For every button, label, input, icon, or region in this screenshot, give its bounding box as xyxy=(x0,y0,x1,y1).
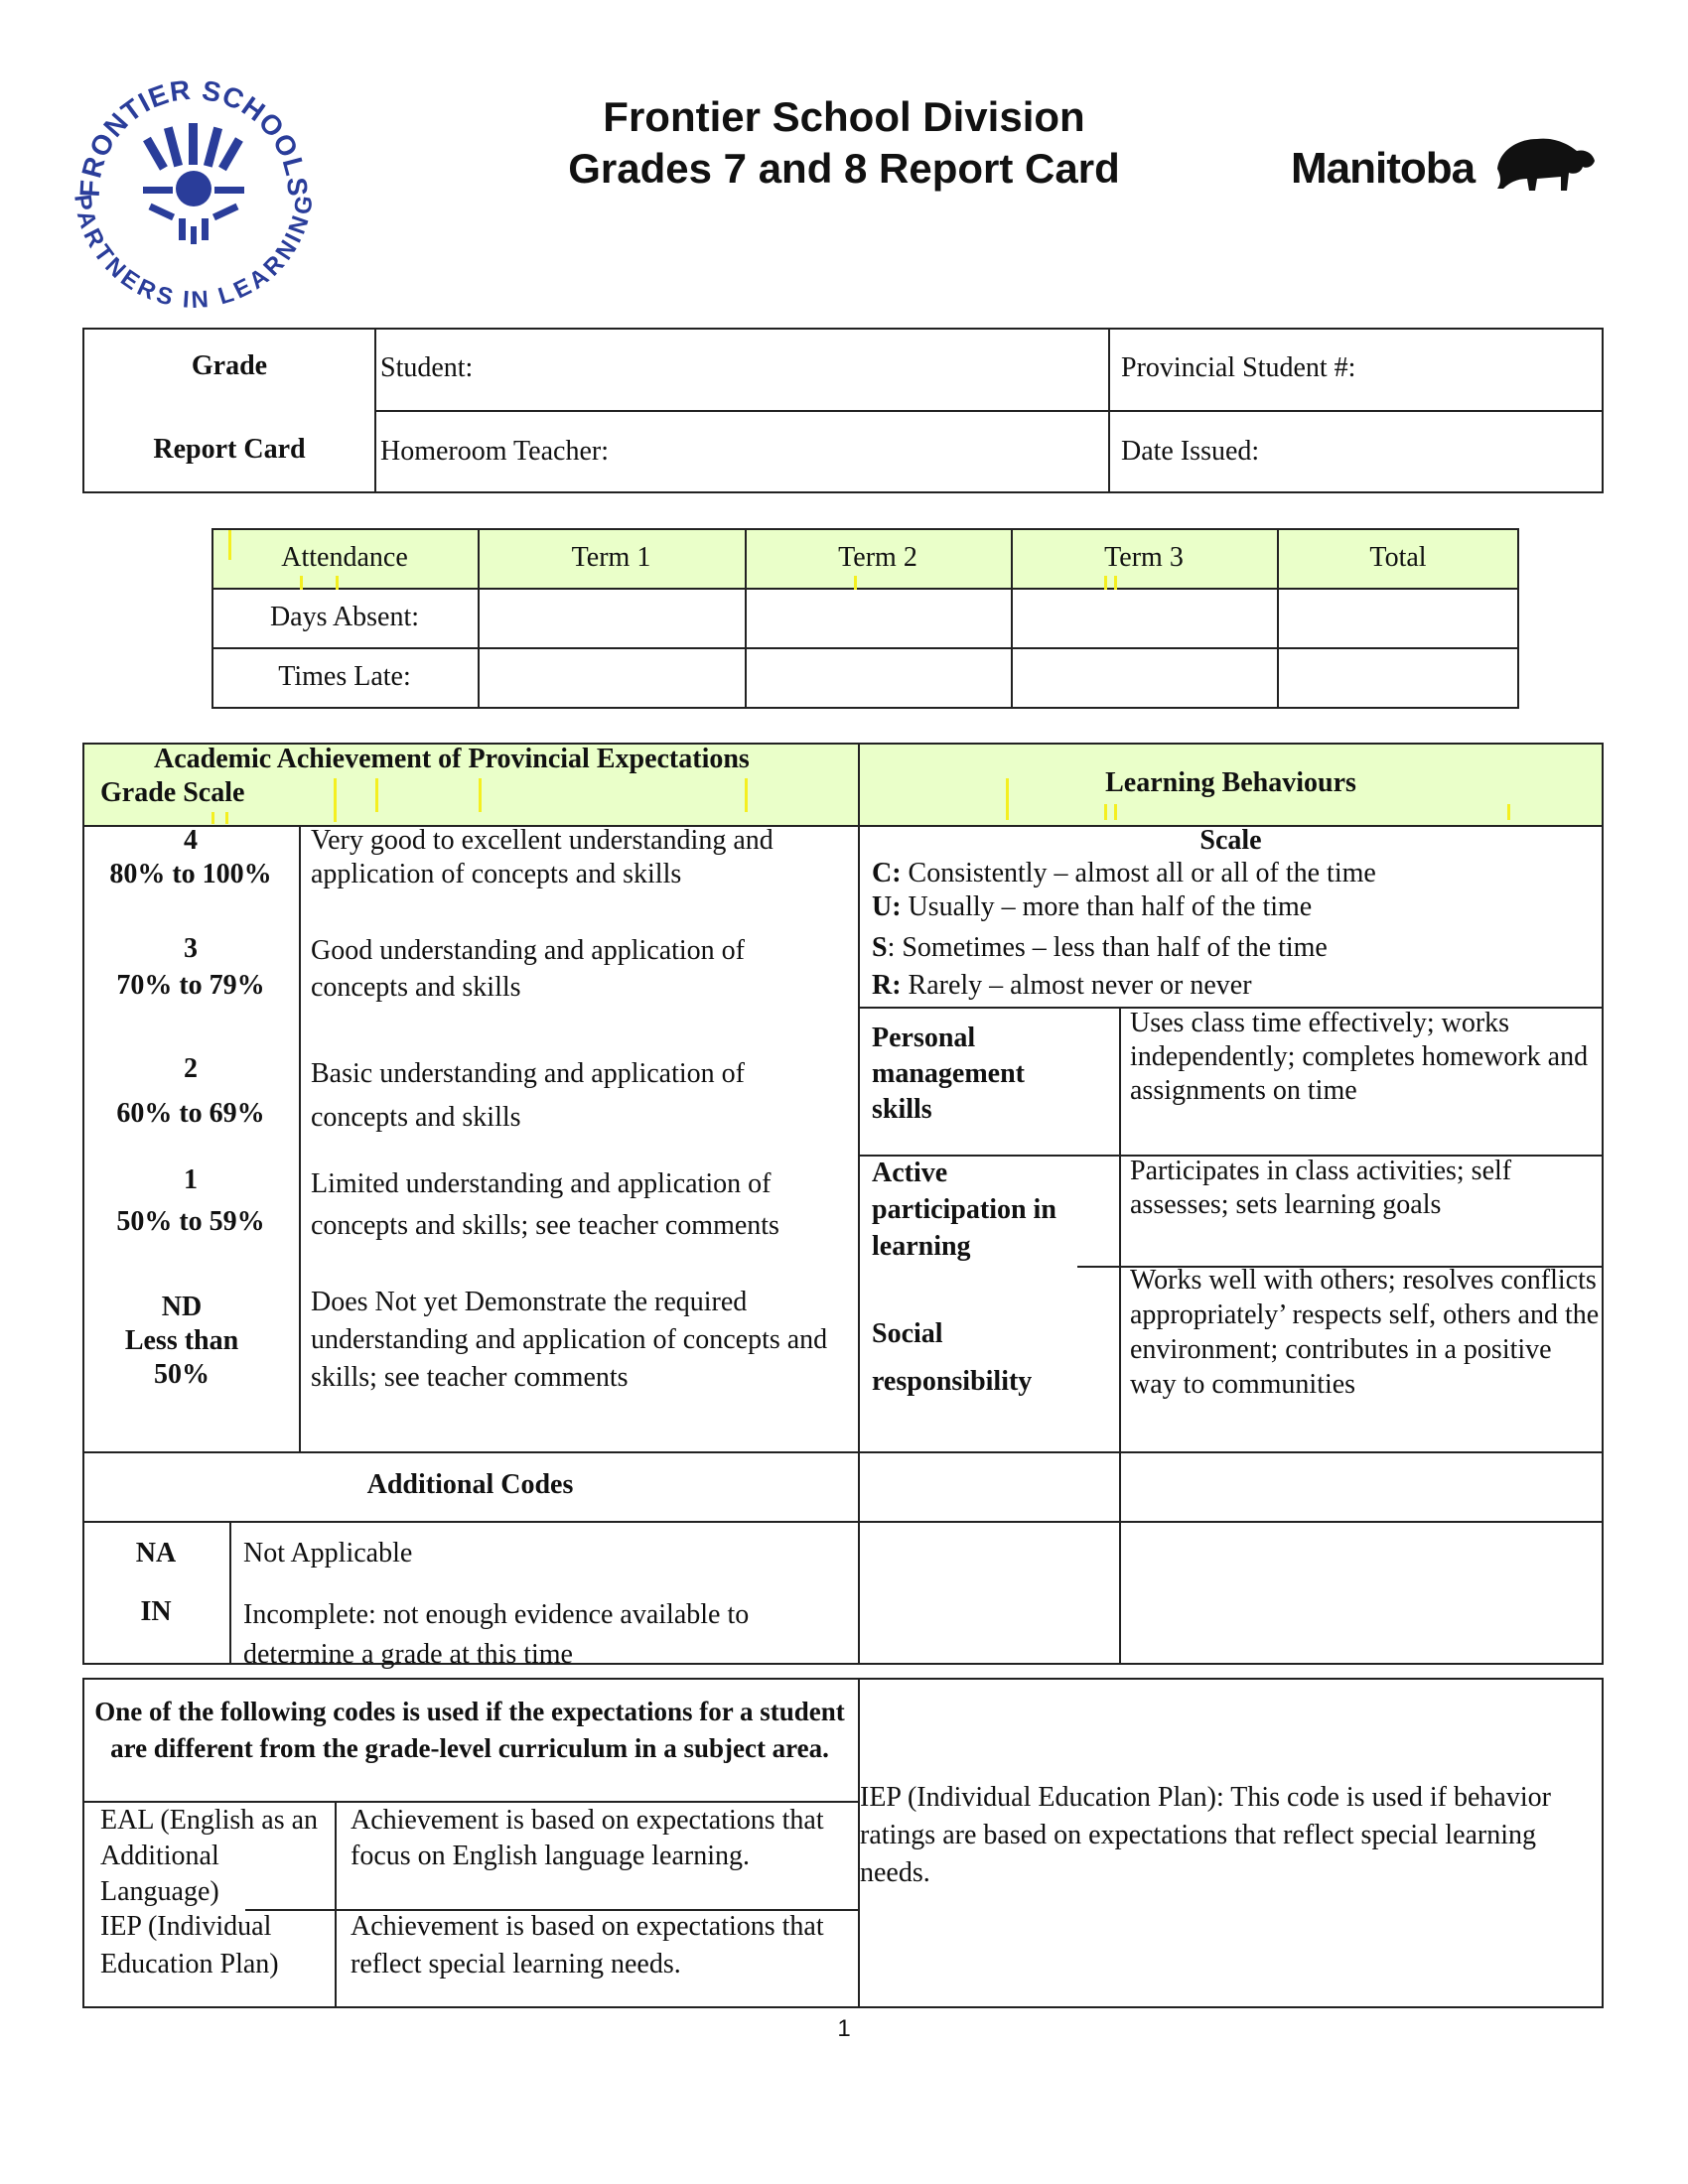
scale-item-r: R: Rarely – almost never or never xyxy=(872,970,1252,1001)
term3-header: Term 3 xyxy=(1104,542,1184,573)
highlight-mark xyxy=(479,778,482,812)
times-late-term2-cell[interactable] xyxy=(747,649,1009,707)
term2-header: Term 2 xyxy=(838,542,917,573)
behaviour-rating-cell[interactable] xyxy=(861,1523,1117,1663)
grade-4-range: 80% to 100% xyxy=(109,859,272,889)
iep-behaviour-note: IEP (Individual Education Plan): This code is used if behavior ratings are based on expectations that reflect special learning needs. xyxy=(860,1782,1551,1888)
special-codes-col-line xyxy=(335,1801,337,2008)
behaviour-scale-title: Scale xyxy=(1199,825,1262,856)
grade-3-desc: Good understanding and application of concepts and skills xyxy=(311,935,746,1003)
grade-1-desc: Limited understanding and application of concepts and skills; see teacher comments xyxy=(311,1168,779,1241)
report-card-label-line2: Report Card xyxy=(153,434,306,465)
grade-nd-number: ND xyxy=(161,1292,203,1322)
page-title xyxy=(437,91,1251,195)
grade-4-code xyxy=(82,824,299,891)
grade-label-line1: Grade xyxy=(191,350,268,381)
personal-management-desc: Uses class time effectively; works independently; completes homework and assignments on time xyxy=(1130,1008,1589,1106)
homeroom-teacher-label: Homeroom Teacher: xyxy=(380,436,609,467)
manitoba-wordmark: Manitoba xyxy=(1291,144,1476,193)
report-card-label xyxy=(84,433,374,467)
highlight-mark xyxy=(228,530,231,560)
student-label: Student: xyxy=(380,352,474,383)
days-absent-term2-cell[interactable] xyxy=(747,590,1009,645)
na-code: NA xyxy=(135,1538,177,1569)
na-desc: Not Applicable xyxy=(243,1538,413,1569)
learning-behaviours-header: Learning Behaviours xyxy=(1105,767,1356,798)
grade-col-line xyxy=(299,825,301,1451)
grade-nd-code xyxy=(122,1291,241,1392)
attendance-header: Attendance xyxy=(281,542,408,573)
frontier-logo xyxy=(70,60,318,308)
grade-4-desc: Very good to excellent understanding and application of concepts and skills xyxy=(311,825,774,889)
page-number: 1 xyxy=(837,2015,851,2042)
highlight-mark xyxy=(854,576,857,590)
in-code: IN xyxy=(140,1596,172,1627)
highlight-mark xyxy=(300,576,303,590)
date-issued-label: Date Issued: xyxy=(1121,436,1260,467)
active-participation-label: Active participation in learning xyxy=(872,1158,1056,1262)
scale-item-s: S: Sometimes – less than half of the time xyxy=(872,932,1328,963)
student-field[interactable] xyxy=(380,351,1095,385)
scale-item-u: U: Usually – more than half of the time xyxy=(872,891,1313,922)
personal-management-label: Personal management skills xyxy=(872,1023,1025,1125)
grade-nd-range: Less than 50% xyxy=(124,1325,239,1390)
times-late-term3-cell[interactable] xyxy=(1013,649,1275,707)
social-responsibility-desc: Works well with others; resolves conflicts appropriately’ respects self, others and the environment; contributes in a positive way to communities xyxy=(1130,1265,1600,1400)
grade-3-range: 70% to 79% xyxy=(116,970,265,1001)
highlight-mark xyxy=(211,812,214,824)
achievement-header xyxy=(100,743,855,810)
highlight-mark xyxy=(1006,778,1009,820)
highlight-mark xyxy=(1507,804,1510,820)
grade-2-code xyxy=(82,1052,299,1131)
times-late-label: Times Late: xyxy=(278,661,411,692)
days-absent-total-cell[interactable] xyxy=(1279,590,1517,645)
active-participation-desc: Participates in class activities; self assesses; sets learning goals xyxy=(1130,1156,1512,1220)
term1-header: Term 1 xyxy=(571,542,651,573)
scale-item-c: C: Consistently – almost all or all of the time xyxy=(872,858,1376,888)
eal-label: EAL (English as an Additional Language) xyxy=(100,1805,319,1907)
highlight-mark xyxy=(745,778,748,812)
highlight-mark xyxy=(1114,804,1117,820)
grade-1-number: 1 xyxy=(184,1164,198,1195)
behaviour-rating-cell[interactable] xyxy=(1122,1523,1602,1663)
attendance-table xyxy=(211,528,1519,709)
behaviour-rating-cell[interactable] xyxy=(861,1453,1117,1519)
grade-4-number: 4 xyxy=(184,825,198,856)
days-absent-term1-cell[interactable] xyxy=(480,590,743,645)
manitoba-logo xyxy=(1291,129,1599,199)
grade-2-number: 2 xyxy=(184,1053,198,1084)
iep-label: IEP (Individual Education Plan) xyxy=(100,1911,279,1979)
grade-1-code xyxy=(82,1163,299,1239)
days-absent-label: Days Absent: xyxy=(269,602,420,632)
in-desc: Incomplete: not enough evidence available to determine a grade at this time xyxy=(243,1599,750,1670)
provincial-student-field[interactable] xyxy=(1121,351,1598,385)
times-late-total-cell[interactable] xyxy=(1279,649,1517,707)
grade-label xyxy=(84,349,374,383)
highlight-mark xyxy=(336,576,339,590)
grade-2-range: 60% to 69% xyxy=(116,1098,265,1129)
achievement-table xyxy=(82,743,1604,1670)
special-codes-intro: One of the following codes is used if the expectations for a student are different from the grade-level curriculum in a subject area. xyxy=(94,1697,845,1763)
bison-icon xyxy=(1489,129,1599,199)
title-line-1: Frontier School Division xyxy=(603,93,1085,140)
total-header: Total xyxy=(1369,542,1427,573)
behaviour-rating-cell[interactable] xyxy=(1122,1453,1602,1519)
homeroom-teacher-field[interactable] xyxy=(380,435,1095,469)
highlight-mark xyxy=(225,812,228,824)
times-late-term1-cell[interactable] xyxy=(480,649,743,707)
logo-text-bottom: PARTNERS IN LEARNING xyxy=(70,193,318,308)
highlight-mark xyxy=(1114,576,1117,590)
grade-scale-title: Grade Scale xyxy=(100,777,245,808)
student-info-box xyxy=(82,328,1604,493)
title-line-2: Grades 7 and 8 Report Card xyxy=(568,145,1120,192)
grade-nd-desc: Does Not yet Demonstrate the required understanding and application of concepts and skills; see teacher comments xyxy=(311,1287,828,1393)
svg-text:PARTNERS IN LEARNING xyxy=(70,193,318,308)
days-absent-term3-cell[interactable] xyxy=(1013,590,1275,645)
achievement-header-title: Academic Achievement of Provincial Expectations xyxy=(154,744,750,774)
highlight-mark xyxy=(1104,576,1107,590)
logo-text-top: FRONTIER SCHOOLS xyxy=(73,73,314,199)
codes-col-line xyxy=(229,1521,231,1665)
highlight-mark xyxy=(334,778,337,822)
behaviour-scale-list xyxy=(872,857,1597,1003)
date-issued-field[interactable] xyxy=(1121,435,1598,469)
info-row-divider xyxy=(374,410,1602,412)
highlight-mark xyxy=(1104,804,1107,820)
highlight-mark xyxy=(375,778,378,812)
grade-1-range: 50% to 59% xyxy=(116,1206,265,1237)
additional-codes-title: Additional Codes xyxy=(366,1469,574,1500)
iep-desc: Achievement is based on expectations that reflect special learning needs. xyxy=(351,1911,824,1979)
special-codes-table xyxy=(82,1678,1604,2008)
eal-desc: Achievement is based on expectations that focus on English language learning. xyxy=(351,1805,824,1871)
grade-3-number: 3 xyxy=(184,933,198,964)
behaviour-col-line xyxy=(1119,1007,1121,1665)
social-responsibility-label: Social responsibility xyxy=(872,1318,1033,1397)
grade-3-code xyxy=(82,932,299,1003)
grade-2-desc: Basic understanding and application of concepts and skills xyxy=(311,1058,745,1133)
middle-col-line xyxy=(858,743,860,1665)
provincial-student-label: Provincial Student #: xyxy=(1121,352,1356,383)
